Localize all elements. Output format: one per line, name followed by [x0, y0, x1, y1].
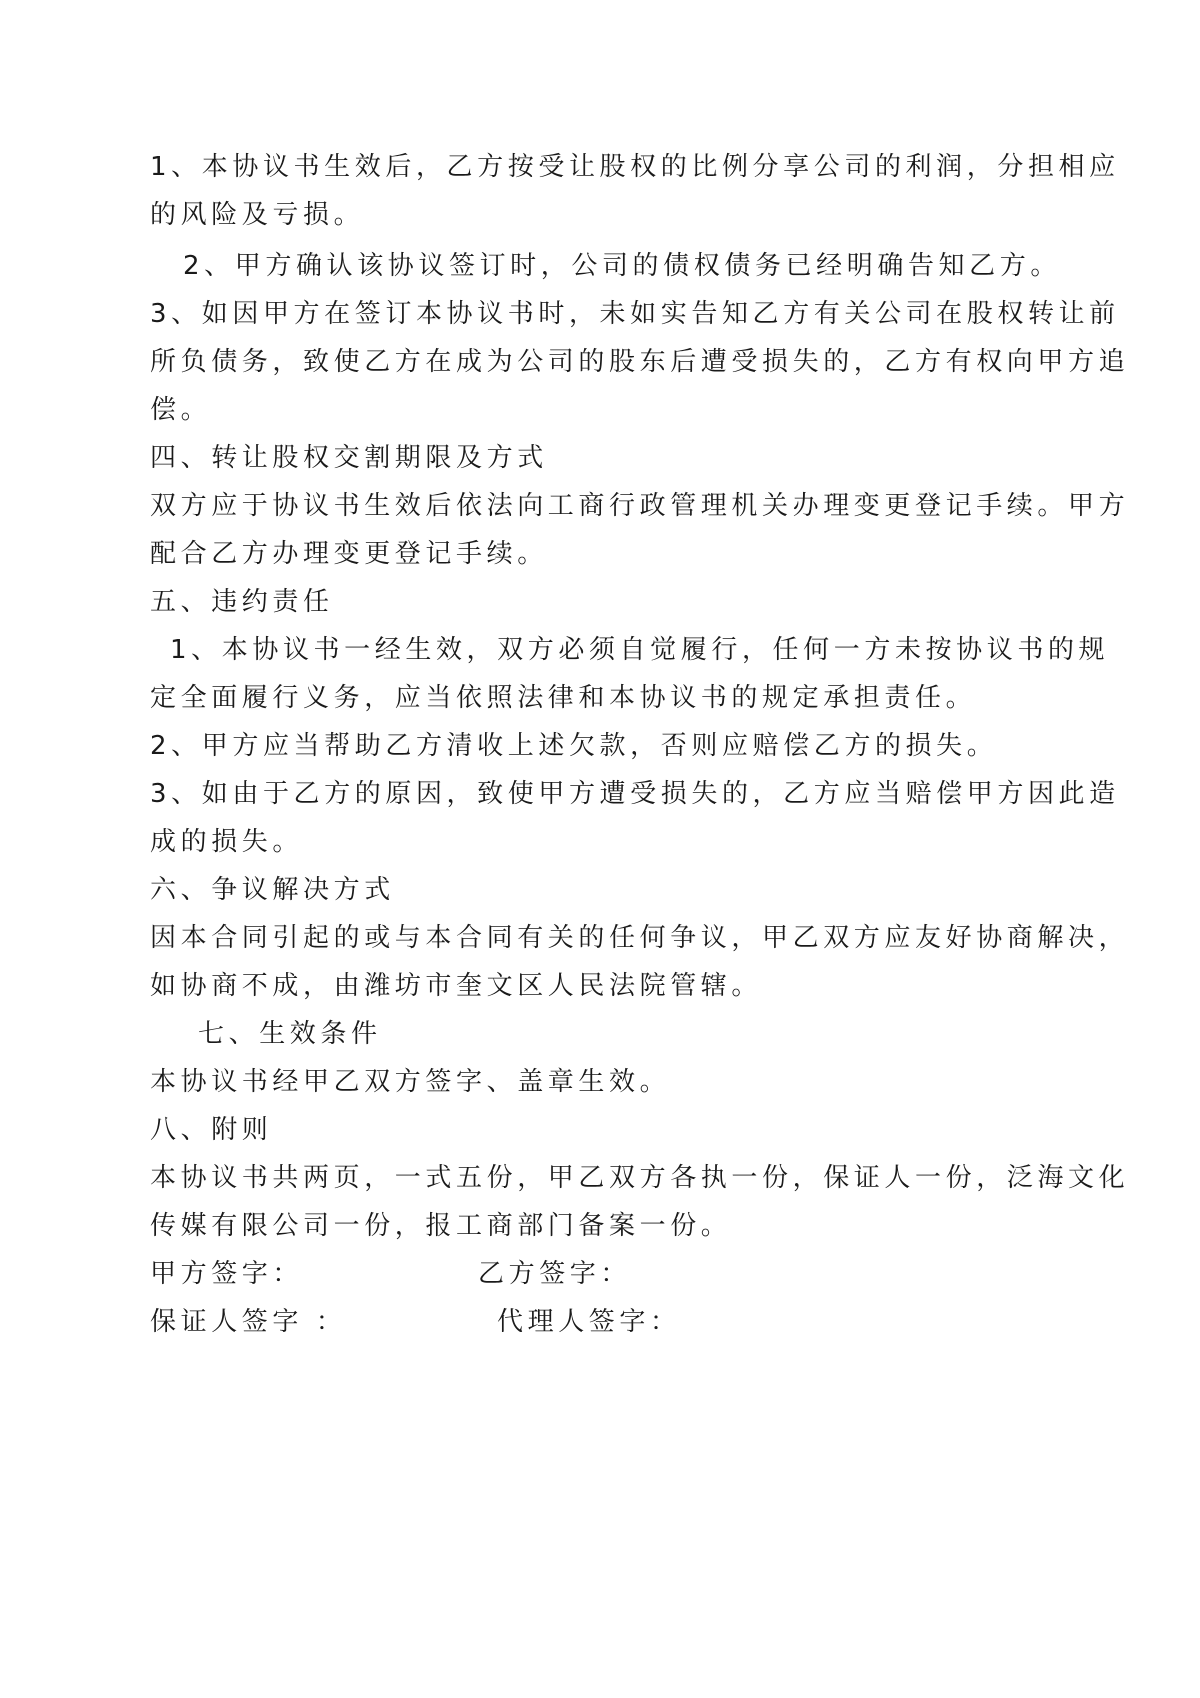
breach-3-line-1: 3、如由于乙方的原因，致使甲方遭受损失的，乙方应当赔偿甲方因此造 [150, 779, 1120, 809]
clause-5-3-line-3: 偿。 [150, 395, 212, 425]
clause-5-3-line-1: 3、如因甲方在签订本协议书时，未如实告知乙方有关公司在股权转让前 [150, 299, 1120, 329]
clause-5-3-line-2: 所负债务，致使乙方在成为公司的股东后遭受损失的，乙方有权向甲方追 [150, 347, 1130, 377]
guarantor-signature-label: 保证人签字 ： [150, 1307, 347, 1337]
section-heading-7: 七、生效条件 [198, 1019, 382, 1049]
section-6-line-2: 如协商不成，由潍坊市奎文区人民法院管辖。 [150, 971, 763, 1001]
breach-1-line-2: 定全面履行义务，应当依照法律和本协议书的规定承担责任。 [150, 683, 977, 713]
section-7-text: 本协议书经甲乙双方签字、盖章生效。 [150, 1067, 671, 1097]
section-4-line-1: 双方应于协议书生效后依法向工商行政管理机关办理变更登记手续。甲方 [150, 491, 1130, 521]
section-heading-5: 五、违约责任 [150, 587, 334, 617]
section-6-line-1: 因本合同引起的或与本合同有关的任何争议，甲乙双方应友好协商解决， [150, 923, 1130, 953]
agent-signature-label: 代理人签字： [497, 1307, 681, 1337]
section-8-line-2: 传媒有限公司一份，报工商部门备案一份。 [150, 1211, 732, 1241]
clause-5-2: 2、甲方确认该协议签订时，公司的债权债务已经明确告知乙方。 [183, 251, 1061, 281]
section-heading-8: 八、附则 [150, 1115, 273, 1145]
clause-5-1-line-1: 1、本协议书生效后，乙方按受让股权的比例分享公司的利润，分担相应 [150, 152, 1120, 182]
party-a-signature-label: 甲方签字： [150, 1259, 304, 1289]
section-heading-6: 六、争议解决方式 [150, 875, 395, 905]
breach-2: 2、甲方应当帮助乙方清收上述欠款，否则应赔偿乙方的损失。 [150, 731, 998, 761]
breach-1-line-1: 1、本协议书一经生效，双方必须自觉履行，任何一方未按协议书的规 [170, 635, 1110, 665]
section-8-line-1: 本协议书共两页，一式五份，甲乙双方各执一份，保证人一份，泛海文化 [150, 1163, 1130, 1193]
party-b-signature-label: 乙方签字： [478, 1259, 632, 1289]
clause-5-1-line-2: 的风险及亏损。 [150, 200, 365, 230]
breach-3-line-2: 成的损失。 [150, 827, 304, 857]
section-heading-4: 四、转让股权交割期限及方式 [150, 443, 548, 473]
section-4-line-2: 配合乙方办理变更登记手续。 [150, 539, 548, 569]
